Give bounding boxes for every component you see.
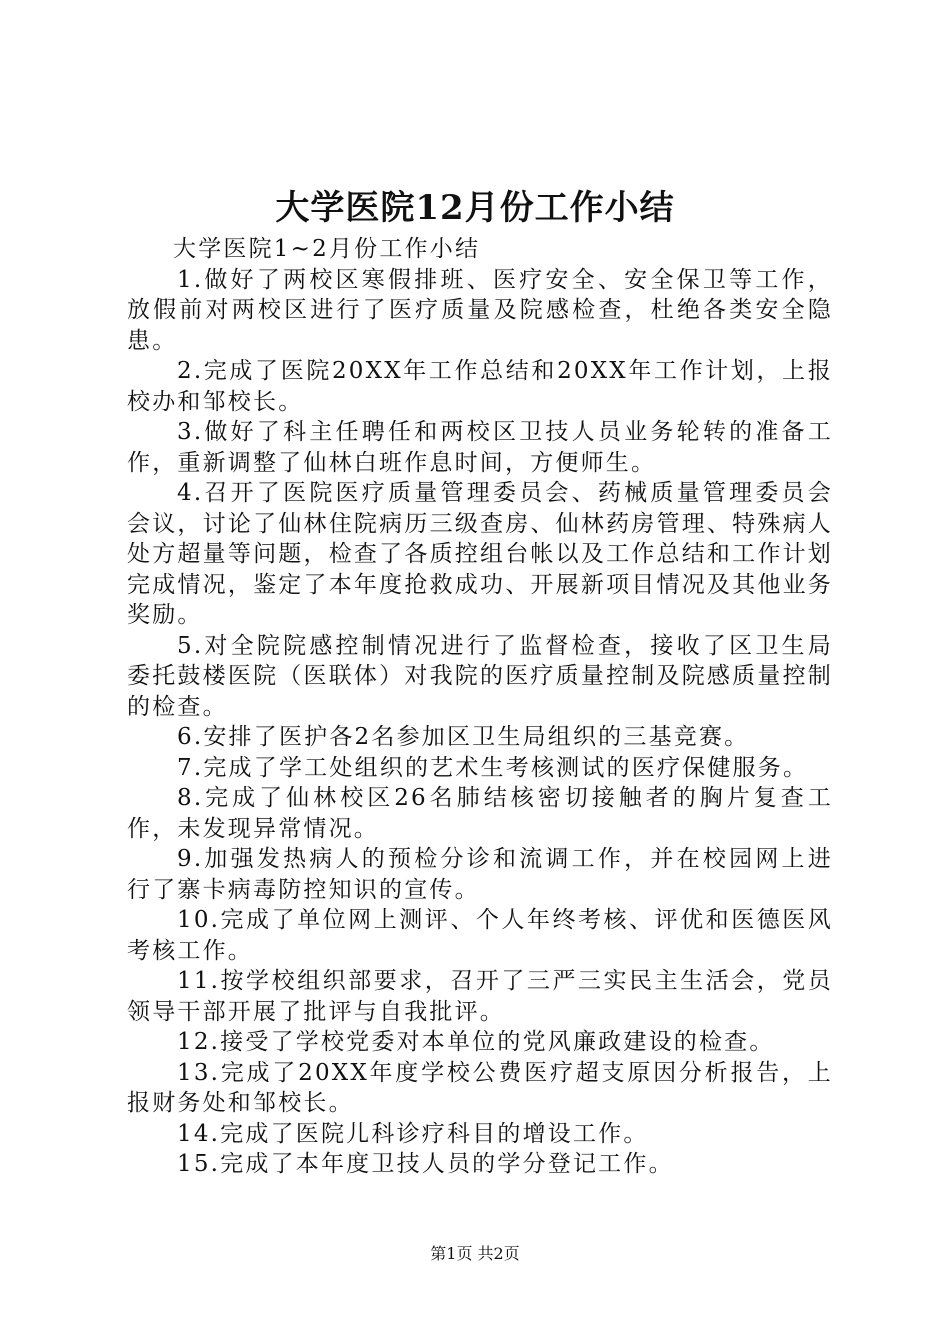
paragraph-8: 8.完成了仙林校区26名肺结核密切接触者的胸片复查工作，未发现异常情况。 bbox=[127, 785, 833, 842]
paragraph-10: 10.完成了单位网上测评、个人年终考核、评优和医德医风考核工作。 bbox=[127, 907, 833, 964]
paragraph-14: 14.完成了医院儿科诊疗科目的增设工作。 bbox=[177, 1120, 649, 1147]
paragraph-12: 12.接受了学校党委对本单位的党风廉政建设的检查。 bbox=[177, 1029, 775, 1055]
paragraph-9: 9.加强发热病人的预检分诊和流调工作，并在校园网上进行了寨卡病毒防控知识的宣传。 bbox=[127, 846, 833, 903]
paragraph-6: 6.安排了医护各2名参加区卫生局组织的三基竞赛。 bbox=[177, 724, 750, 750]
paragraph-13: 13.完成了20XX年度学校公费医疗超支原因分析报告，上报财务处和邹校长。 bbox=[127, 1059, 833, 1116]
paragraph-11: 11.按学校组织部要求，召开了三严三实民主生活会，党员领导干部开展了批评与自我批评。 bbox=[127, 968, 833, 1025]
paragraph-5: 5.对全院院感控制情况进行了监督检查，接收了区卫生局委托鼓楼医院（医联体）对我院的医疗质量控制及院感质量控制的检查。 bbox=[127, 632, 833, 720]
document-body bbox=[127, 234, 833, 1180]
document-subtitle: 大学医院1~2月份工作小结 bbox=[173, 236, 481, 262]
paragraph-15: 15.完成了本年度卫技人员的学分登记工作。 bbox=[177, 1151, 674, 1177]
paragraph-7: 7.完成了学工处组织的艺术生考核测试的医疗保健服务。 bbox=[177, 754, 809, 781]
paragraph-1: 1.做好了两校区寒假排班、医疗安全、安全保卫等工作，放假前对两校区进行了医疗质量及院感检查，杜绝各类安全隐患。 bbox=[127, 266, 833, 354]
page-number-footer: 第1页 共2页 bbox=[430, 1244, 520, 1263]
paragraph-2: 2.完成了医院20XX年工作总结和20XX年工作计划，上报校办和邹校长。 bbox=[127, 358, 833, 415]
document-title: 大学医院12月份工作小结 bbox=[275, 188, 675, 228]
paragraph-4: 4.召开了医院医疗质量管理委员会、药械质量管理委员会会议，讨论了仙林住院病历三级查房、仙林药房管理、特殊病人处方超量等问题，检查了各质控组台帐以及工作总结和工作计划完成情况，鉴定了本年度抢救成功、开展新项目情况及其他业务奖励。 bbox=[127, 480, 833, 628]
paragraph-3: 3.做好了科主任聘任和两校区卫技人员业务轮转的准备工作，重新调整了仙林白班作息时间，方便师生。 bbox=[127, 419, 833, 476]
